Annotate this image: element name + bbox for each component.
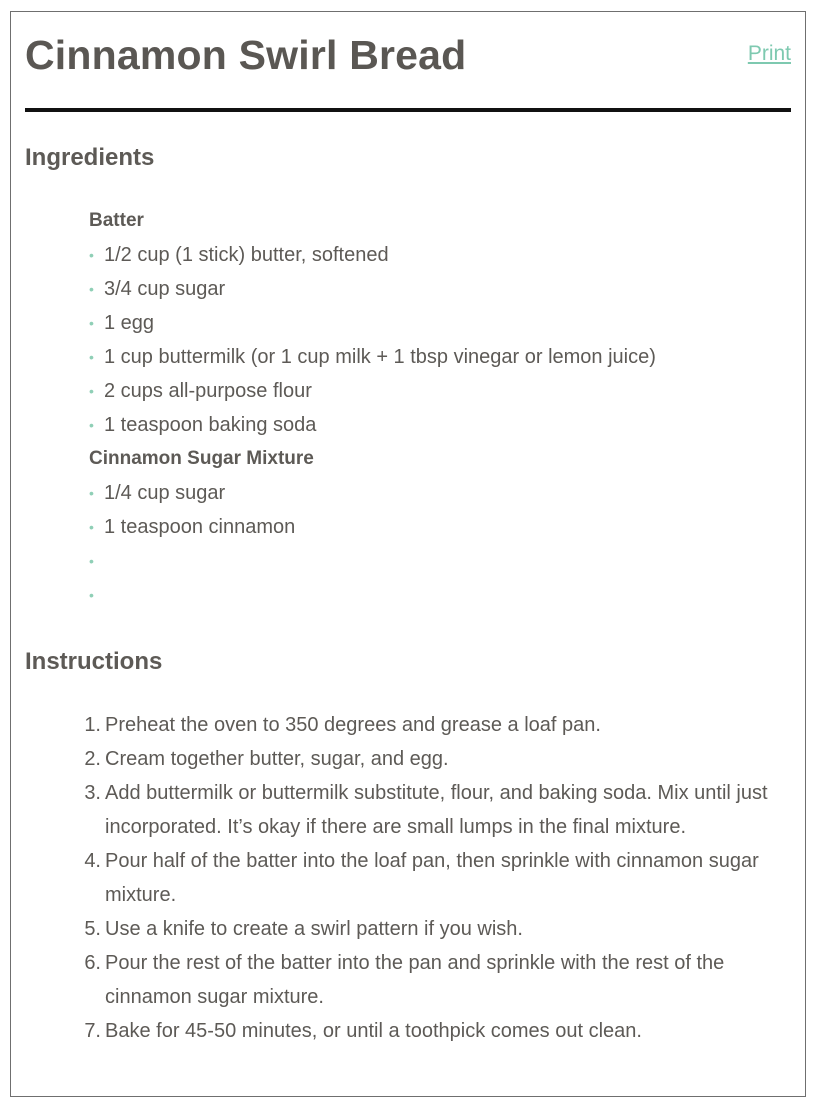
step-text: Pour the rest of the batter into the pan and sprinkle with the rest of the cinnamon sugar mixture. <box>105 952 725 1008</box>
step-number: 6. <box>84 952 101 974</box>
instruction-step <box>75 742 775 776</box>
step-text: Preheat the oven to 350 degrees and grease a loaf pan. <box>105 714 601 736</box>
ingredient-item <box>89 374 789 408</box>
ingredient-text: 1 teaspoon cinnamon <box>104 516 296 538</box>
ingredient-item <box>89 272 789 306</box>
step-text: Use a knife to create a swirl pattern if you wish. <box>105 918 523 940</box>
instructions-heading: Instructions <box>25 648 163 675</box>
instruction-step <box>75 844 775 912</box>
ingredient-item <box>89 306 789 340</box>
ingredient-text: 1 teaspoon baking soda <box>104 414 317 436</box>
ingredients-heading: Ingredients <box>25 144 155 171</box>
bullet-icon: • <box>89 485 94 501</box>
instruction-step <box>75 776 775 844</box>
ingredient-text: 1/2 cup (1 stick) butter, softened <box>104 244 389 266</box>
ingredient-item <box>89 578 789 612</box>
ingredient-group-label: Cinnamon Sugar Mixture <box>89 448 314 469</box>
ingredient-item <box>89 544 789 578</box>
bullet-icon: • <box>89 315 94 331</box>
bullet-icon: • <box>89 417 94 433</box>
step-number: 5. <box>84 918 101 940</box>
step-text: Bake for 45-50 minutes, or until a toothpick comes out clean. <box>105 1020 642 1042</box>
recipe-header <box>25 12 791 112</box>
ingredient-item <box>89 238 789 272</box>
ingredient-item <box>89 408 789 442</box>
ingredients-section <box>89 204 789 612</box>
step-number: 1. <box>84 714 101 736</box>
step-text: Add buttermilk or buttermilk substitute, flour, and baking soda. Mix until just incorporated. It’s okay if there are small lumps in the final mixture. <box>105 782 768 838</box>
ingredient-list <box>89 476 789 612</box>
ingredient-text: 1/4 cup sugar <box>104 482 226 504</box>
ingredient-text: 3/4 cup sugar <box>104 278 226 300</box>
bullet-icon: • <box>89 519 94 535</box>
ingredient-text: 1 cup buttermilk (or 1 cup milk + 1 tbsp vinegar or lemon juice) <box>104 346 656 368</box>
ingredient-item <box>89 340 789 374</box>
ingredient-item <box>89 476 789 510</box>
ingredient-text: 1 egg <box>104 312 155 334</box>
recipe-card <box>10 11 806 1097</box>
step-number: 4. <box>84 850 101 872</box>
bullet-icon: • <box>89 281 94 297</box>
step-number: 3. <box>84 782 101 804</box>
step-number: 7. <box>84 1020 101 1042</box>
step-text: Pour half of the batter into the loaf pan, then sprinkle with cinnamon sugar mixture. <box>105 850 759 906</box>
instructions-list <box>75 708 775 1048</box>
instruction-step <box>75 946 775 1014</box>
ingredient-list <box>89 238 789 442</box>
step-number: 2. <box>84 748 101 770</box>
bullet-icon: • <box>89 383 94 399</box>
print-link[interactable]: Print <box>747 42 791 65</box>
bullet-icon: • <box>89 247 94 263</box>
ingredient-item <box>89 510 789 544</box>
recipe-title: Cinnamon Swirl Bread <box>25 32 467 78</box>
bullet-icon: • <box>89 587 94 603</box>
instruction-step <box>75 708 775 742</box>
step-text: Cream together butter, sugar, and egg. <box>105 748 449 770</box>
ingredient-text: 2 cups all-purpose flour <box>104 380 312 402</box>
instruction-step <box>75 912 775 946</box>
instruction-step <box>75 1014 775 1048</box>
bullet-icon: • <box>89 553 94 569</box>
ingredient-group-label: Batter <box>89 210 144 231</box>
bullet-icon: • <box>89 349 94 365</box>
